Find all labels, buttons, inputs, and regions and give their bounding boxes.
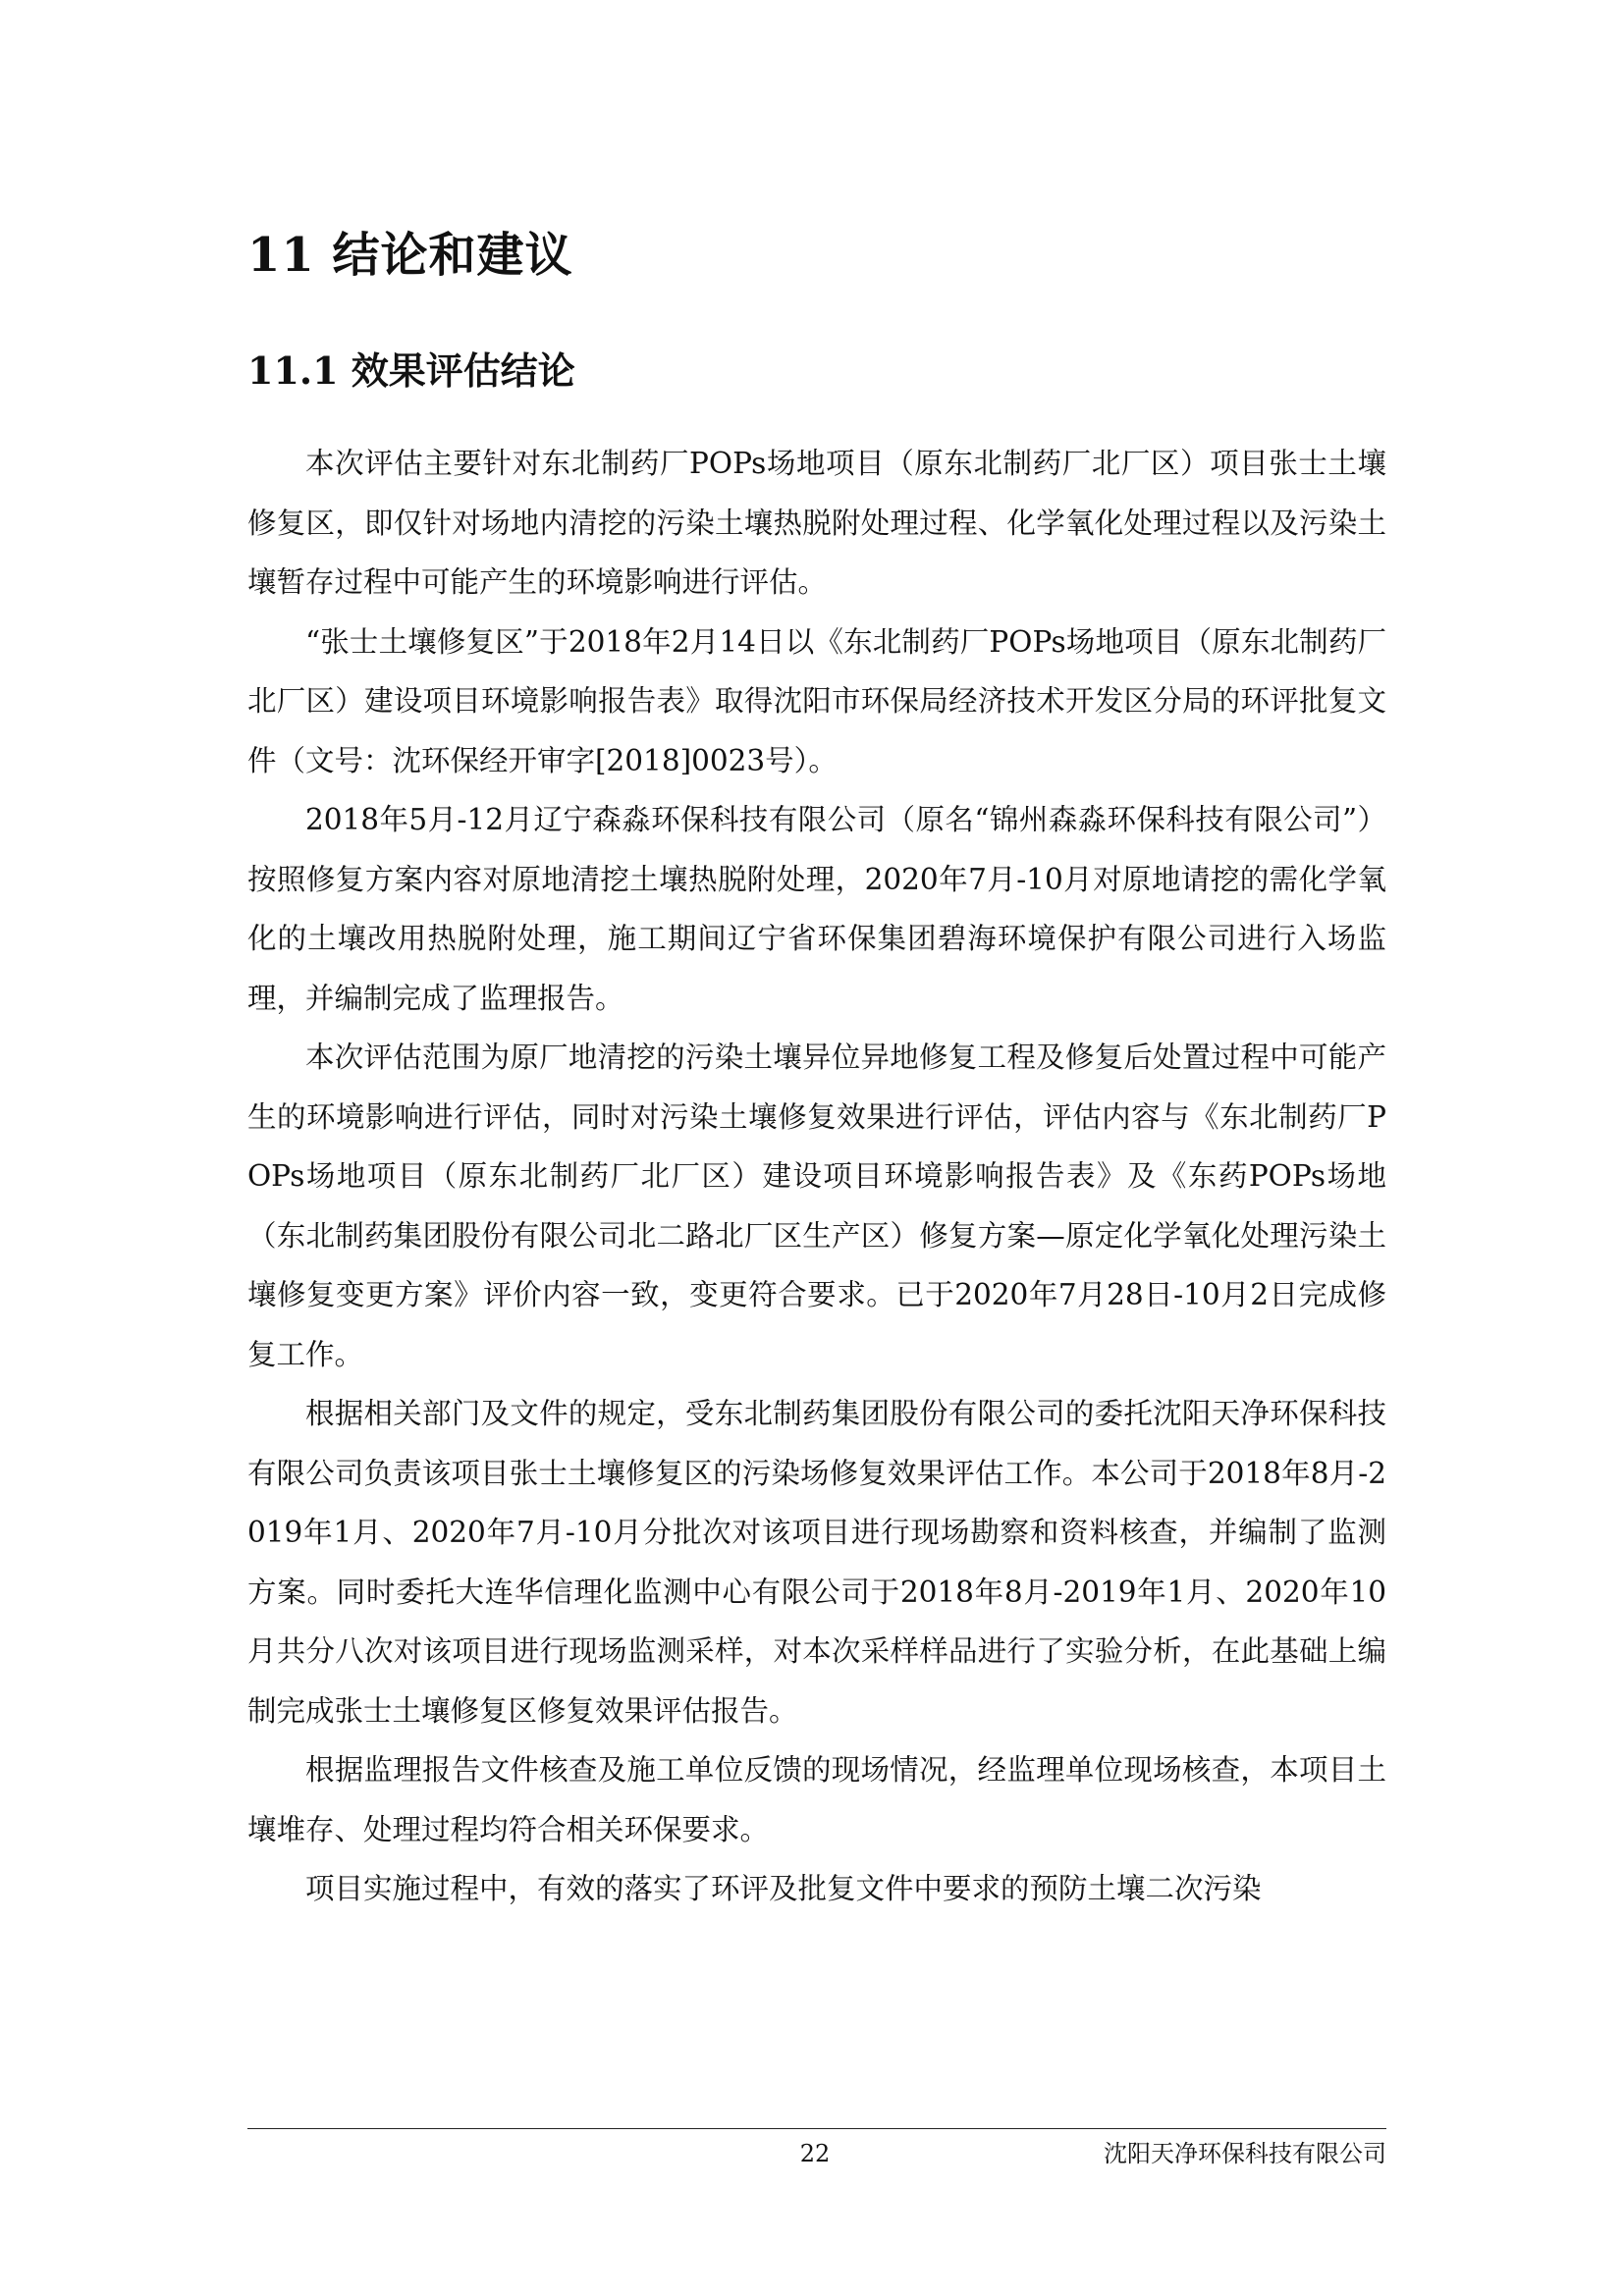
paragraph-4: 本次评估范围为原厂地清挖的污染土壤异位异地修复工程及修复后处置过程中可能产生的环境影响进行评估，同时对污染土壤修复效果进行评估，评估内容与《东北制药厂POPs场地项目（原东北制药厂北厂区）建设项目环境影响报告表》及《东药POPs场地（东北制药集团股份有限公司北二路北厂区生产区）修复方案—原定化学氧化处理污染土壤修复变更方案》评价内容一致，变更符合要求。已于2020年7月28日-10月2日完成修复工作。: [247, 1041, 1386, 1371]
footer-divider: [247, 2128, 1386, 2129]
paragraph-3: 2018年5月-12月辽宁森淼环保科技有限公司（原名“锦州森淼环保科技有限公司”）按照修复方案内容对原地清挖土壤热脱附处理，2020年7月-10月对原地请挖的需化学氧化的土壤改用热脱附处理，施工期间辽宁省环保集团碧海环境保护有限公司进行入场监理，并编制完成了监理报告。: [247, 803, 1386, 1015]
footer-company-name: 沈阳天净环保科技有限公司: [1104, 2140, 1386, 2167]
body-text: [247, 434, 1386, 1919]
paragraph-6: 根据监理报告文件核查及施工单位反馈的现场情况，经监理单位现场核查，本项目土壤堆存、处理过程均符合相关环保要求。: [247, 1753, 1386, 1846]
section-title: 11.1 效果评估结论: [247, 348, 575, 393]
chapter-title: 11 结论和建议: [247, 228, 573, 283]
paragraph-7: 项目实施过程中，有效的落实了环评及批复文件中要求的预防土壤二次污染: [305, 1872, 1262, 1905]
page-content: [247, 206, 1386, 1919]
paragraph-2: “张士土壤修复区”于2018年2月14日以《东北制药厂POPs场地项目（原东北制药厂北厂区）建设项目环境影响报告表》取得沈阳市环保局经济技术开发区分局的环评批复文件（文号：沈环保经开审字[2018]0023号）。: [247, 624, 1386, 777]
paragraph-1: 本次评估主要针对东北制药厂POPs场地项目（原东北制药厂北厂区）项目张士土壤修复区，即仅针对场地内清挖的污染土壤热脱附处理过程、化学氧化处理过程以及污染土壤暂存过程中可能产生的环境影响进行评估。: [247, 447, 1386, 599]
paragraph-5: 根据相关部门及文件的规定，受东北制药集团股份有限公司的委托沈阳天净环保科技有限公司负责该项目张士土壤修复区的污染场修复效果评估工作。本公司于2018年8月-2019年1月、2020年7月-10月分批次对该项目进行现场勘察和资料核查，并编制了监测方案。同时委托大连华信理化监测中心有限公司于2018年8月-2019年1月、2020年10月共分八次对该项目进行现场监测采样，对本次采样样品进行了实验分析，在此基础上编制完成张士土壤修复区修复效果评估报告。: [247, 1397, 1386, 1728]
page-number: 22: [799, 2140, 831, 2167]
